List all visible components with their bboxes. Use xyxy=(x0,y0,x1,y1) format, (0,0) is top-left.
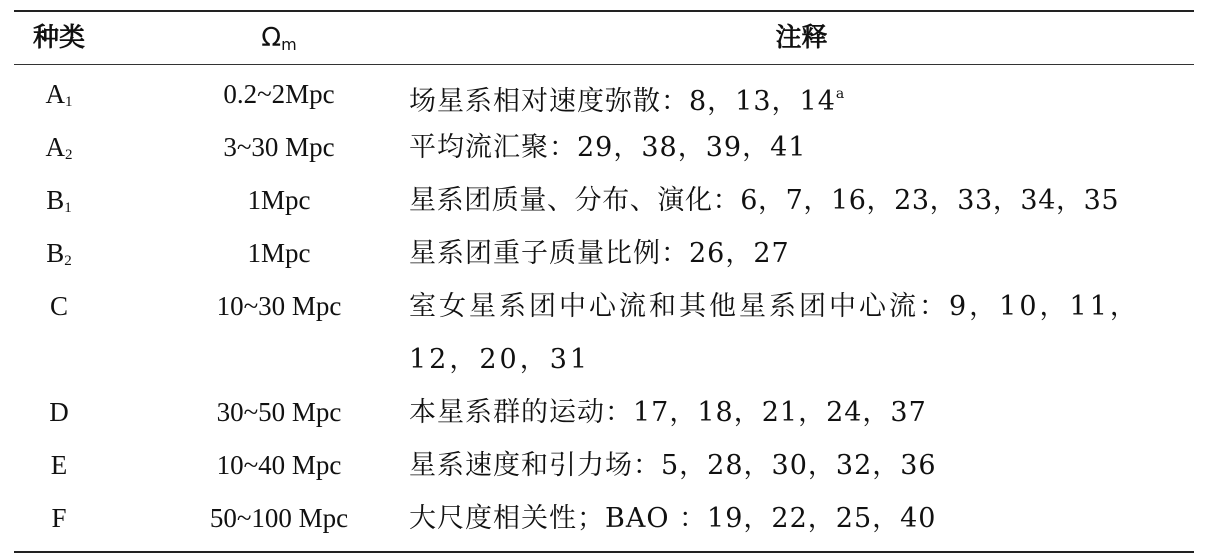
table-row xyxy=(14,174,1194,227)
row-note: 大尺度相关性；BAO ：19，22，25，40 xyxy=(409,503,937,534)
row-note: 平均流汇聚：29，38，39，41 xyxy=(409,132,807,163)
table-body xyxy=(14,68,1194,545)
table-header xyxy=(14,12,1194,64)
row-note: 星系速度和引力场：5，28，30，32，36 xyxy=(409,450,937,481)
row-type: $B_1$ xyxy=(46,185,72,216)
row-omega: 3~30 Mpc xyxy=(223,132,335,162)
row-type: F xyxy=(51,503,67,533)
header-omega-subscript: m xyxy=(281,35,297,54)
row-note: 本星系群的运动：17，18，21，24，37 xyxy=(409,397,927,428)
row-type: $B_2$ xyxy=(46,238,72,269)
row-type: D xyxy=(49,397,69,427)
row-note: 室女星系团中心流和其他星系团中心流：9，10，11，12，20，31 xyxy=(409,291,1140,375)
row-note: 星系团质量、分布、演化：6，7，16，23，33，34，35 xyxy=(409,185,1120,216)
row-type: E xyxy=(50,450,68,480)
classification-table xyxy=(14,10,1194,553)
header-note: 注释 xyxy=(775,23,828,53)
row-type: $A_2$ xyxy=(45,132,73,163)
table-row xyxy=(14,492,1194,545)
table-row xyxy=(14,386,1194,439)
row-omega: 1Mpc xyxy=(247,185,311,215)
table-row xyxy=(14,439,1194,492)
row-omega: 50~100 Mpc xyxy=(209,503,349,533)
row-omega: 30~50 Mpc xyxy=(216,397,342,427)
row-type: C xyxy=(49,291,68,321)
header-omega-symbol: Ω xyxy=(261,23,282,53)
row-omega: 0.2~2Mpc xyxy=(223,79,335,109)
row-omega: 1Mpc xyxy=(247,238,311,268)
note-superscript: a xyxy=(835,86,846,102)
table-row xyxy=(14,121,1194,174)
header-omega xyxy=(174,12,384,71)
table-row xyxy=(14,68,1194,121)
row-omega: 10~40 Mpc xyxy=(216,450,342,480)
row-type: $A_1$ xyxy=(45,79,73,110)
header-type: 种类 xyxy=(32,23,85,53)
row-note: 场星系相对速度弥散：8，13，14$^a$ xyxy=(409,86,846,117)
row-omega: 10~30 Mpc xyxy=(216,291,342,321)
row-note: 星系团重子质量比例：26，27 xyxy=(409,238,790,269)
table-bottom-rule xyxy=(14,551,1194,553)
table-row xyxy=(14,280,1194,386)
table-row xyxy=(14,227,1194,280)
table-header-rule xyxy=(14,64,1194,65)
